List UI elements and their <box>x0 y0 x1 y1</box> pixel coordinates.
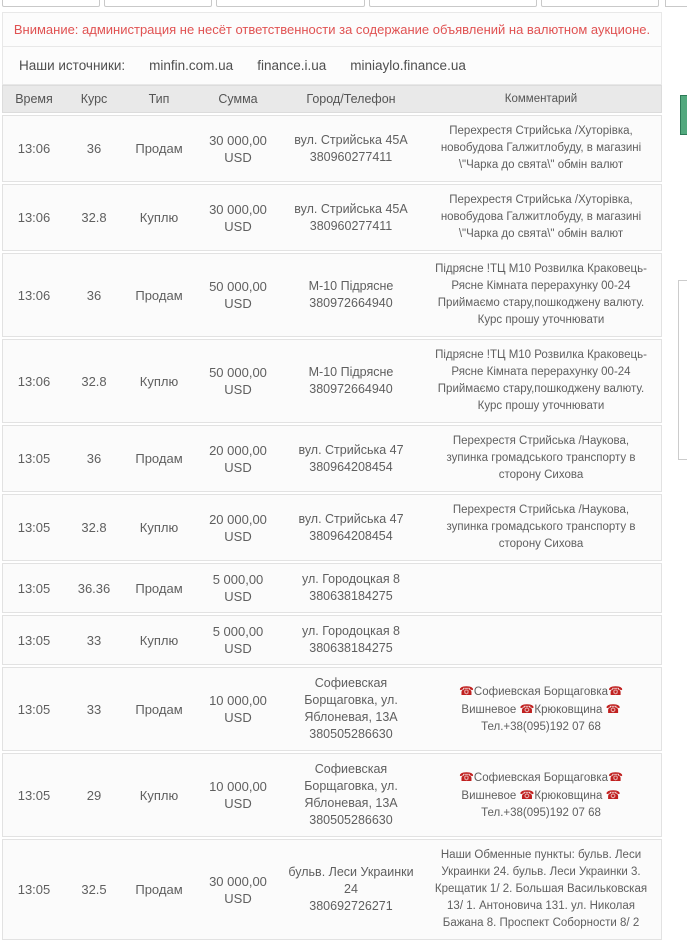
cell-amount <box>195 511 281 545</box>
cell-time: 13:06 <box>17 141 51 156</box>
amount-currency: USD <box>224 589 252 604</box>
cell-rate: 33 <box>86 632 102 648</box>
cell-comment: Перехрестя Стрийська /Хуторівка, новобудова Галжитлобуду, в магазині \"Чарка до свята\" обмін валют <box>440 125 642 171</box>
amount-currency: USD <box>224 890 252 906</box>
cell-type: Куплю <box>139 210 179 225</box>
cell-city <box>281 511 421 545</box>
green-badge[interactable] <box>680 95 687 135</box>
phone-number: 380505286630 <box>309 813 393 827</box>
city-text: вул. Стрийська 47 <box>298 511 404 526</box>
table-row <box>2 753 662 837</box>
amount-currency: USD <box>224 641 252 656</box>
amount-value: 5 000,00 <box>212 572 264 587</box>
cell-type: Продам <box>135 451 183 466</box>
cell-amount <box>195 201 281 235</box>
table-row <box>2 253 662 337</box>
cell-time: 13:05 <box>17 520 51 535</box>
header-comment: Комментарий <box>504 93 578 105</box>
warning-banner <box>2 12 662 47</box>
cell-comment: Підрясне !ТЦ М10 Розвилка Краковець-Рясне Кімната перерахунку 00-24 Приймаємо стару,пошкоджену валюту. Курс прошу уточнювати <box>435 263 647 326</box>
cell-amount <box>195 442 281 476</box>
phone-emoji-icon: ☎ <box>519 787 535 802</box>
amount-currency: USD <box>224 796 252 811</box>
phone-emoji-icon: ☎ <box>608 769 624 784</box>
cell-amount <box>195 692 281 726</box>
table-row <box>2 184 662 251</box>
cell-rate: 33 <box>86 701 102 717</box>
cell-rate: 32.8 <box>81 520 107 535</box>
phone-emoji-icon: ☎ <box>519 701 535 716</box>
cell-city <box>281 675 421 743</box>
cell-type: Куплю <box>139 520 179 535</box>
cell-city <box>281 201 421 235</box>
cell-comment: Перехрестя Стрийська /Хуторівка, новобудова Галжитлобуду, в магазині \"Чарка до свята\" обмін валют <box>440 194 642 240</box>
cell-city <box>281 278 421 312</box>
cell-time: 13:05 <box>17 632 51 648</box>
sources-label: Наши источники: <box>19 58 126 73</box>
table-row <box>2 563 662 613</box>
cell-rate: 32.5 <box>81 882 107 897</box>
header-city: Город/Телефон <box>306 92 396 106</box>
phone-number: 380960277411 <box>309 218 393 233</box>
city-text: вул. Стрийська 45А <box>294 201 408 216</box>
cell-time: 13:05 <box>17 882 51 897</box>
filter-input-2[interactable] <box>104 0 212 7</box>
warning-text: Внимание: администрация не несёт ответственности за содержание объявлений на валютном аукционе. <box>13 22 651 37</box>
table-row <box>2 839 662 940</box>
table-body <box>2 115 662 940</box>
cell-time: 13:05 <box>17 787 51 803</box>
amount-value: 10 000,00 <box>209 779 267 794</box>
source-link-finance[interactable]: finance.i.ua <box>257 58 327 73</box>
cell-comment: ☎Софиевская Борщаговка☎ Вишневое ☎Крюковщина ☎ Тел.+38(095)192 07 68 <box>458 769 624 819</box>
amount-value: 50 000,00 <box>209 365 267 380</box>
phone-number: 380505286630 <box>309 727 393 741</box>
phone-number: 380964208454 <box>309 459 393 474</box>
city-text: бульв. Леси Украинки 24 <box>288 865 414 896</box>
cell-rate: 36 <box>86 287 102 303</box>
cell-amount <box>195 132 281 166</box>
top-filter-bar <box>0 0 687 8</box>
cell-comment: Наши Обменные пункты: бульв. Леси Украинки 24. бульв. Леси Украинки 3. Крещатик 1/ 2. Большая Васильковская 13/ 1. Антоновича 131. ул. Николая Бажана 8. Проспект Соборности 8/ 2 <box>434 849 648 929</box>
amount-currency: USD <box>224 149 252 165</box>
side-panel-box <box>678 280 687 460</box>
cell-comment: Перехрестя Стрийська /Наукова, зупинка громадського транспорту в сторону Сихова <box>446 435 636 481</box>
cell-time: 13:06 <box>17 373 51 389</box>
phone-emoji-icon: ☎ <box>458 683 474 698</box>
sources-bar <box>2 47 662 85</box>
header-type: Тип <box>148 92 170 106</box>
cell-amount <box>195 571 281 605</box>
amount-value: 30 000,00 <box>209 132 267 148</box>
cell-rate: 32.8 <box>81 373 107 389</box>
cell-amount <box>195 873 281 907</box>
table-row <box>2 667 662 751</box>
cell-time: 13:05 <box>17 701 51 717</box>
filter-input-1[interactable] <box>2 0 100 7</box>
cell-time: 13:06 <box>17 287 51 303</box>
city-text: Софиевская Борщаговка, ул. Яблоневая, 13А <box>304 676 398 724</box>
cell-type: Продам <box>135 141 183 156</box>
amount-value: 20 000,00 <box>209 511 267 527</box>
source-link-miniaylo[interactable]: miniaylo.finance.ua <box>350 58 466 73</box>
cell-city <box>281 623 421 657</box>
right-panel-sliver <box>665 0 687 818</box>
city-text: М-10 Підрясне <box>308 365 394 379</box>
listings-panel <box>2 12 662 929</box>
table-row <box>2 425 662 492</box>
phone-number: 380638184275 <box>309 641 393 655</box>
cell-type: Продам <box>135 882 183 897</box>
amount-currency: USD <box>224 459 252 475</box>
amount-value: 20 000,00 <box>209 442 267 458</box>
amount-value: 50 000,00 <box>209 279 267 294</box>
cell-amount <box>195 278 281 312</box>
city-text: ул. Городоцкая 8 <box>301 624 401 638</box>
cell-city <box>281 571 421 605</box>
cell-city <box>281 442 421 476</box>
cell-comment: ☎Софиевская Борщаговка☎ Вишневое ☎Крюковщина ☎ Тел.+38(095)192 07 68 <box>458 683 624 733</box>
cell-type: Продам <box>135 287 183 303</box>
cell-comment: Перехрестя Стрийська /Наукова, зупинка громадського транспорту в сторону Сихова <box>446 504 636 550</box>
amount-currency: USD <box>224 382 252 397</box>
filter-input-5[interactable] <box>541 0 659 7</box>
phone-number: 380638184275 <box>309 589 393 603</box>
filter-input-cut[interactable] <box>665 0 687 7</box>
cell-rate: 36 <box>86 141 102 156</box>
cell-rate: 32.8 <box>81 210 107 225</box>
cell-type: Куплю <box>139 373 179 389</box>
cell-type: Куплю <box>139 632 179 648</box>
city-text: М-10 Підрясне <box>308 279 394 293</box>
phone-number: 380692726271 <box>309 899 393 913</box>
city-text: ул. Городоцкая 8 <box>301 572 401 586</box>
cell-time: 13:05 <box>17 580 51 596</box>
amount-value: 10 000,00 <box>209 693 267 708</box>
phone-emoji-icon: ☎ <box>458 769 474 784</box>
phone-emoji-icon: ☎ <box>608 683 624 698</box>
cell-amount <box>195 364 281 398</box>
cell-city <box>281 364 421 398</box>
cell-amount <box>195 778 281 812</box>
cell-amount <box>195 623 281 657</box>
cell-rate: 29 <box>86 787 102 803</box>
city-text: вул. Стрийська 45А <box>294 132 408 147</box>
phone-emoji-icon: ☎ <box>605 701 621 716</box>
cell-city <box>281 132 421 166</box>
source-link-minfin[interactable]: minfin.com.ua <box>149 58 234 73</box>
cell-city <box>281 864 421 915</box>
cell-rate: 36.36 <box>77 580 111 596</box>
cell-comment: Підрясне !ТЦ М10 Розвилка Краковець-Рясне Кімната перерахунку 00-24 Приймаємо стару,пошкоджену валюту. Курс прошу уточнювати <box>435 349 647 412</box>
table-row <box>2 115 662 182</box>
phone-number: 380972664940 <box>309 382 393 396</box>
amount-value: 30 000,00 <box>209 201 267 217</box>
amount-value: 30 000,00 <box>209 873 267 889</box>
filter-input-3[interactable] <box>216 0 365 7</box>
phone-number: 380960277411 <box>309 149 393 164</box>
amount-currency: USD <box>224 528 252 544</box>
phone-emoji-icon: ☎ <box>605 787 621 802</box>
amount-value: 5 000,00 <box>212 624 264 639</box>
phone-number: 380964208454 <box>309 528 393 543</box>
cell-type: Куплю <box>139 787 179 803</box>
city-text: вул. Стрийська 47 <box>298 442 404 457</box>
filter-input-4[interactable] <box>369 0 537 7</box>
amount-currency: USD <box>224 296 252 311</box>
cell-rate: 36 <box>86 451 102 466</box>
table-row <box>2 615 662 665</box>
table-header <box>2 85 662 113</box>
city-text: Софиевская Борщаговка, ул. Яблоневая, 13А <box>304 762 398 810</box>
header-time: Время <box>15 92 53 106</box>
cell-type: Продам <box>135 580 183 596</box>
table-row <box>2 494 662 561</box>
amount-currency: USD <box>224 710 252 725</box>
cell-type: Продам <box>135 701 183 717</box>
cell-time: 13:06 <box>17 210 51 225</box>
table-row <box>2 339 662 423</box>
amount-currency: USD <box>224 218 252 234</box>
header-rate: Курс <box>80 92 108 106</box>
phone-number: 380972664940 <box>309 296 393 310</box>
header-amount: Сумма <box>218 92 258 106</box>
cell-city <box>281 761 421 829</box>
cell-time: 13:05 <box>17 451 51 466</box>
